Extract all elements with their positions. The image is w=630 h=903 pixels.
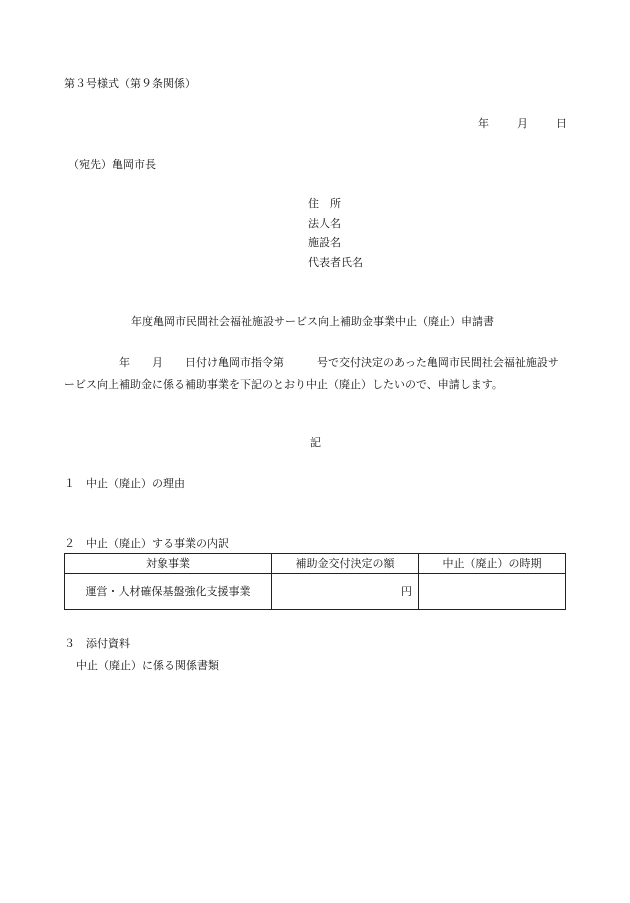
cell-amount: 円 bbox=[272, 574, 419, 610]
address-label: 住 所 bbox=[308, 197, 341, 210]
body-paragraph: 年 月 日付け亀岡市指令第 号で交付決定のあった亀岡市民間社会福祉施設サービス向上補助金に係る補助事業を下記のとおり中止（廃止）したいので、申請します。 bbox=[64, 356, 559, 391]
section1-heading: １ 中止（廃止）の理由 bbox=[64, 477, 185, 490]
date-line bbox=[478, 116, 567, 131]
ki-marker: 記 bbox=[310, 436, 321, 449]
table-header-row bbox=[65, 554, 566, 574]
date-day: 日 bbox=[556, 117, 567, 130]
col-header-project: 対象事業 bbox=[65, 554, 272, 574]
date-month: 月 bbox=[517, 117, 528, 130]
section3-heading: ３ 添付資料 bbox=[64, 637, 130, 650]
facility-label: 施設名 bbox=[308, 236, 341, 249]
col-header-timing: 中止（廃止）の時期 bbox=[419, 554, 566, 574]
applicant-block bbox=[308, 196, 363, 274]
representative-label: 代表者氏名 bbox=[308, 255, 363, 269]
section2-heading: ２ 中止（廃止）する事業の内訳 bbox=[64, 537, 229, 550]
cell-timing bbox=[419, 574, 566, 610]
form-number: 第３号様式（第９条関係） bbox=[64, 77, 196, 90]
corp-name-label: 法人名 bbox=[308, 216, 341, 230]
document-title: 年度亀岡市民間社会福祉施設サービス向上補助金事業中止（廃止）申請書 bbox=[131, 315, 494, 328]
addressee: （宛先）亀岡市長 bbox=[68, 158, 156, 171]
section3-item: 中止（廃止）に係る関係書類 bbox=[76, 659, 219, 672]
cell-project: 運営・人材確保基盤強化支援事業 bbox=[65, 574, 272, 610]
table-row bbox=[65, 574, 566, 610]
date-year: 年 bbox=[478, 117, 489, 130]
col-header-amount: 補助金交付決定の額 bbox=[272, 554, 419, 574]
breakdown-table bbox=[64, 553, 566, 610]
